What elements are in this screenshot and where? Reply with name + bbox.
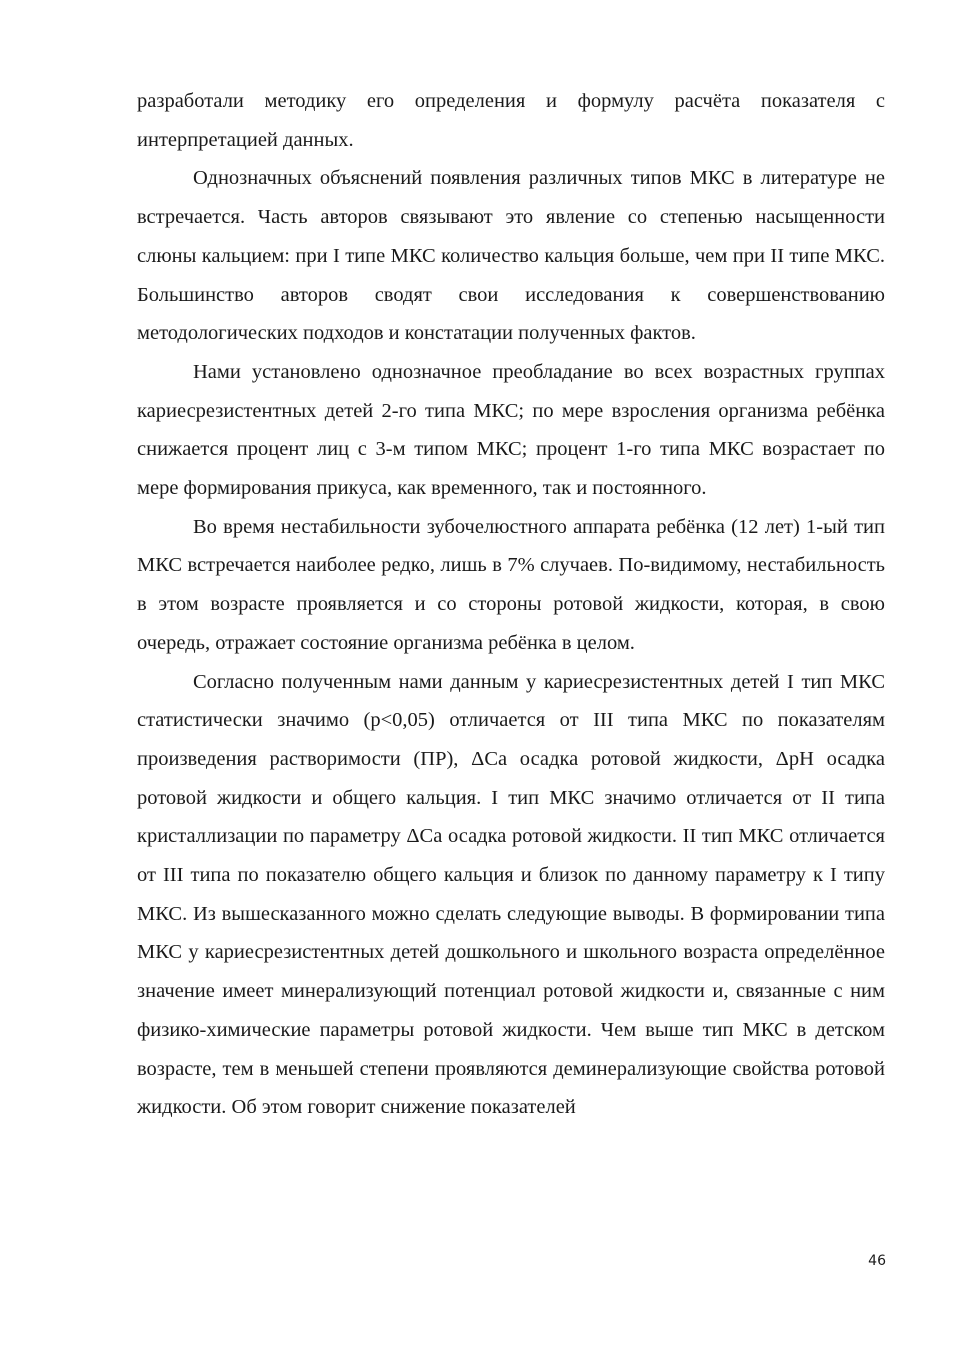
paragraph-instability: Во время нестабильности зубочелюстного аппарата ребёнка (12 лет) 1-ый тип МКС встречается наиболее редко, лишь в 7% случаев. По-видимому, нестабильность в этом возрасте проявляется и со стороны ротовой жидкости, которая, в свою очередь, отражает состояние организма ребёнка в целом. bbox=[137, 515, 885, 654]
document-page bbox=[137, 82, 885, 1127]
paragraph-findings: Нами установлено однозначное преобладание во всех возрастных группах кариесрезистентных детей 2-го типа МКС; по мере взросления организма ребёнка снижается процент лиц с 3-м типом МКС; процент 1-го типа МКС возрастает по мере формирования прикуса, как временного, так и постоянного. bbox=[137, 360, 885, 500]
paragraph-mks-explanations: Однозначных объяснений появления различных типов МКС в литературе не встречается. Часть авторов связывают это явление со степенью насыщенности слюны кальцием: при I типе МКС количество кальция больше, чем при II типе МКС. Большинство авторов сводят свои исследования к совершенствованию методологических подходов и констатации полученных фактов. bbox=[137, 167, 885, 345]
paragraph-continuation: разработали методику его определения и формулу расчёта показателя с интерпретацией данных. bbox=[137, 90, 885, 151]
page-number: 46 bbox=[868, 1253, 886, 1269]
paragraph-conclusions: Согласно полученным нами данным у кариесрезистентных детей I тип МКС статистически значимо (р<0,05) отличается от III типа МКС по показателям произведения растворимости (ПР), ΔCa осадка ротовой жидкости, ΔpH осадка ротовой жидкости и общего кальция. I тип МКС значимо отличается от II типа кристаллизации по параметру ΔCa осадка ротовой жидкости. II тип МКС отличается от III типа по показателю общего кальция и близок по данному параметру к I типу МКС. Из вышесказанного можно сделать следующие выводы. В формировании типа МКС у кариесрезистентных детей дошкольного и школьного возраста определённое значение имеет минерализующий потенциал ротовой жидкости и, связанные с ним физико-химические параметры ротовой жидкости. Чем выше тип МКС в детском возрасте, тем в меньшей степени проявляются деминерализующие свойства ротовой жидкости. Об этом говорит снижение показателей bbox=[137, 670, 885, 1119]
